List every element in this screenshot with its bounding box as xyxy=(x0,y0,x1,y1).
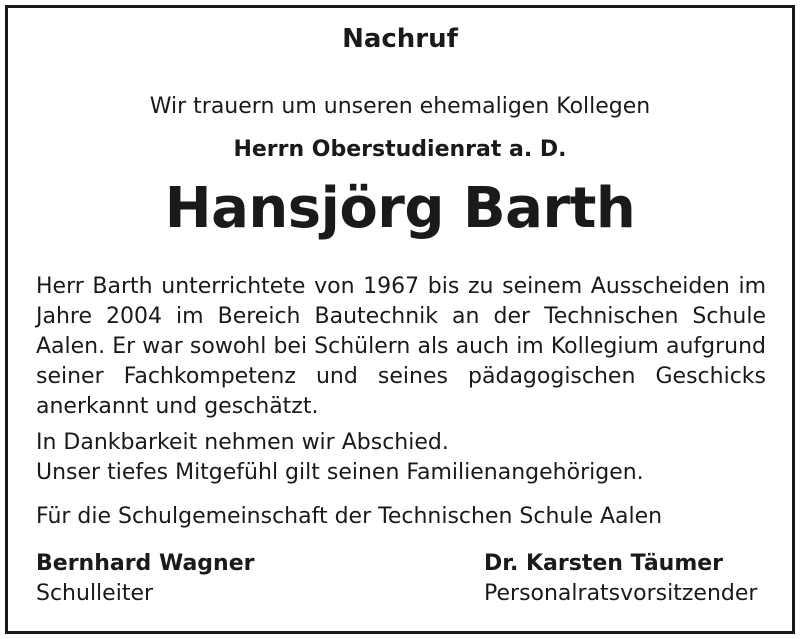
condolence-paragraph xyxy=(36,428,766,488)
signature-right xyxy=(484,549,757,609)
deceased-name: Hansjörg Barth xyxy=(164,176,636,241)
on-behalf-line: Für die Schulgemeinschaft der Technischen Schule Aalen xyxy=(36,504,663,529)
signatory-role: Personalratsvorsitzender xyxy=(484,581,758,606)
condolence-line-2: Unser tiefes Mitgefühl gilt seinen Familienangehörigen. xyxy=(36,460,644,485)
biography-paragraph: Herr Barth unterrichtete von 1967 bis zu seinem Ausscheiden im Jahre 2004 im Bereich Bautechnik an der Technischen Schule Aalen. Er war sowohl bei Schülern als auch im Kollegium aufgrund seiner Fachkompetenz und seines pädagogischen Geschicks anerkannt und geschätzt. xyxy=(36,274,766,419)
signatory-role: Schulleiter xyxy=(36,581,154,606)
notice-intro: Wir trauern um unseren ehemaligen Kollegen xyxy=(149,94,651,119)
notice-heading: Nachruf xyxy=(342,24,458,54)
signature-left xyxy=(36,549,254,609)
condolence-line-1: In Dankbarkeit nehmen wir Abschied. xyxy=(36,430,449,455)
signatory-name: Dr. Karsten Täumer xyxy=(484,551,724,576)
deceased-title: Herrn Oberstudienrat a. D. xyxy=(233,137,567,162)
signatory-name: Bernhard Wagner xyxy=(36,551,255,576)
